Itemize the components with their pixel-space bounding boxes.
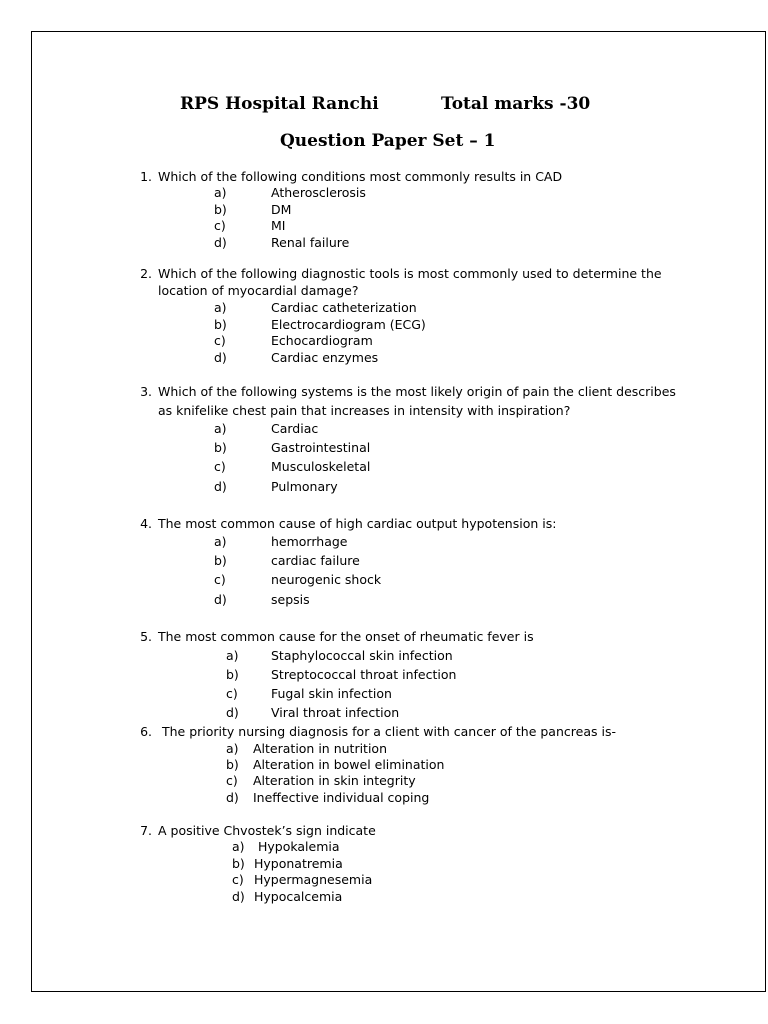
option-text: Cardiac (271, 421, 319, 436)
total-marks: Total marks -30 (441, 94, 591, 114)
option-letter: d) (226, 790, 239, 805)
option-letter: c) (214, 333, 226, 348)
question-number: 3. (140, 384, 152, 399)
option-letter: c) (226, 686, 238, 701)
option-letter: b) (214, 317, 227, 332)
option-letter: c) (214, 218, 226, 233)
option-text: Viral throat infection (271, 705, 400, 720)
option-text: Staphylococcal skin infection (271, 648, 453, 663)
option-text: Gastrointestinal (271, 440, 371, 455)
question-text: Which of the following diagnostic tools is most commonly used to determine the location of myocardial damage? (158, 266, 662, 298)
question-number: 1. (140, 169, 152, 184)
question-text: The priority nursing diagnosis for a client with cancer of the pancreas is- (162, 724, 616, 739)
option-letter: b) (214, 553, 227, 568)
option-letter: b) (232, 856, 245, 871)
option-letter: d) (214, 350, 227, 365)
option-letter: a) (226, 741, 239, 756)
option-letter: d) (214, 479, 227, 494)
option-letter: a) (226, 648, 239, 663)
option-letter: b) (226, 667, 239, 682)
option-text: Ineffective individual coping (253, 790, 430, 805)
question-number: 2. (140, 266, 152, 281)
question-number: 6. (140, 724, 152, 739)
question-number: 4. (140, 516, 152, 531)
option-text: Cardiac catheterization (271, 300, 417, 315)
option-text: Musculoskeletal (271, 459, 371, 474)
option-text: Hypokalemia (258, 839, 340, 854)
question-text: A positive Chvostek’s sign indicate (158, 823, 376, 838)
option-text: neurogenic shock (271, 572, 382, 587)
option-letter: a) (214, 421, 227, 436)
option-text: Hypocalcemia (254, 889, 343, 904)
option-text: cardiac failure (271, 553, 360, 568)
option-text: Fugal skin infection (271, 686, 392, 701)
option-letter: c) (214, 572, 226, 587)
question-number: 5. (140, 629, 152, 644)
option-letter: a) (214, 185, 227, 200)
option-text: Alteration in bowel elimination (253, 757, 445, 772)
question-number: 7. (140, 823, 152, 838)
option-text: hemorrhage (271, 534, 348, 549)
option-letter: b) (214, 202, 227, 217)
option-letter: c) (232, 872, 244, 887)
option-text: DM (271, 202, 292, 217)
option-text: Alteration in skin integrity (253, 773, 416, 788)
option-letter: d) (214, 592, 227, 607)
option-text: Streptococcal throat infection (271, 667, 457, 682)
option-text: Electrocardiogram (ECG) (271, 317, 426, 332)
option-letter: b) (226, 757, 239, 772)
paper-set-title: Question Paper Set – 1 (280, 131, 496, 151)
option-letter: a) (214, 300, 227, 315)
option-text: Atherosclerosis (271, 185, 366, 200)
option-letter: d) (214, 235, 227, 250)
option-text: Alteration in nutrition (253, 741, 388, 756)
question-text: The most common cause for the onset of rheumatic fever is (158, 629, 534, 644)
option-letter: d) (232, 889, 245, 904)
option-text: Cardiac enzymes (271, 350, 379, 365)
hospital-name: RPS Hospital Ranchi (180, 94, 379, 114)
option-letter: a) (214, 534, 227, 549)
question-text: The most common cause of high cardiac output hypotension is: (158, 516, 557, 531)
question-text: Which of the following conditions most commonly results in CAD (158, 169, 563, 184)
option-letter: a) (232, 839, 245, 854)
option-text: Hyponatremia (254, 856, 343, 871)
question-text: Which of the following systems is the most likely origin of pain the client describes as knifelike chest pain that increases in intensity with inspiration? (158, 384, 676, 418)
option-text: Renal failure (271, 235, 350, 250)
option-letter: c) (226, 773, 238, 788)
option-text: Echocardiogram (271, 333, 373, 348)
option-text: Hypermagnesemia (254, 872, 373, 887)
option-letter: c) (214, 459, 226, 474)
option-letter: d) (226, 705, 239, 720)
option-text: sepsis (271, 592, 310, 607)
option-text: Pulmonary (271, 479, 338, 494)
option-letter: b) (214, 440, 227, 455)
option-text: MI (271, 218, 286, 233)
